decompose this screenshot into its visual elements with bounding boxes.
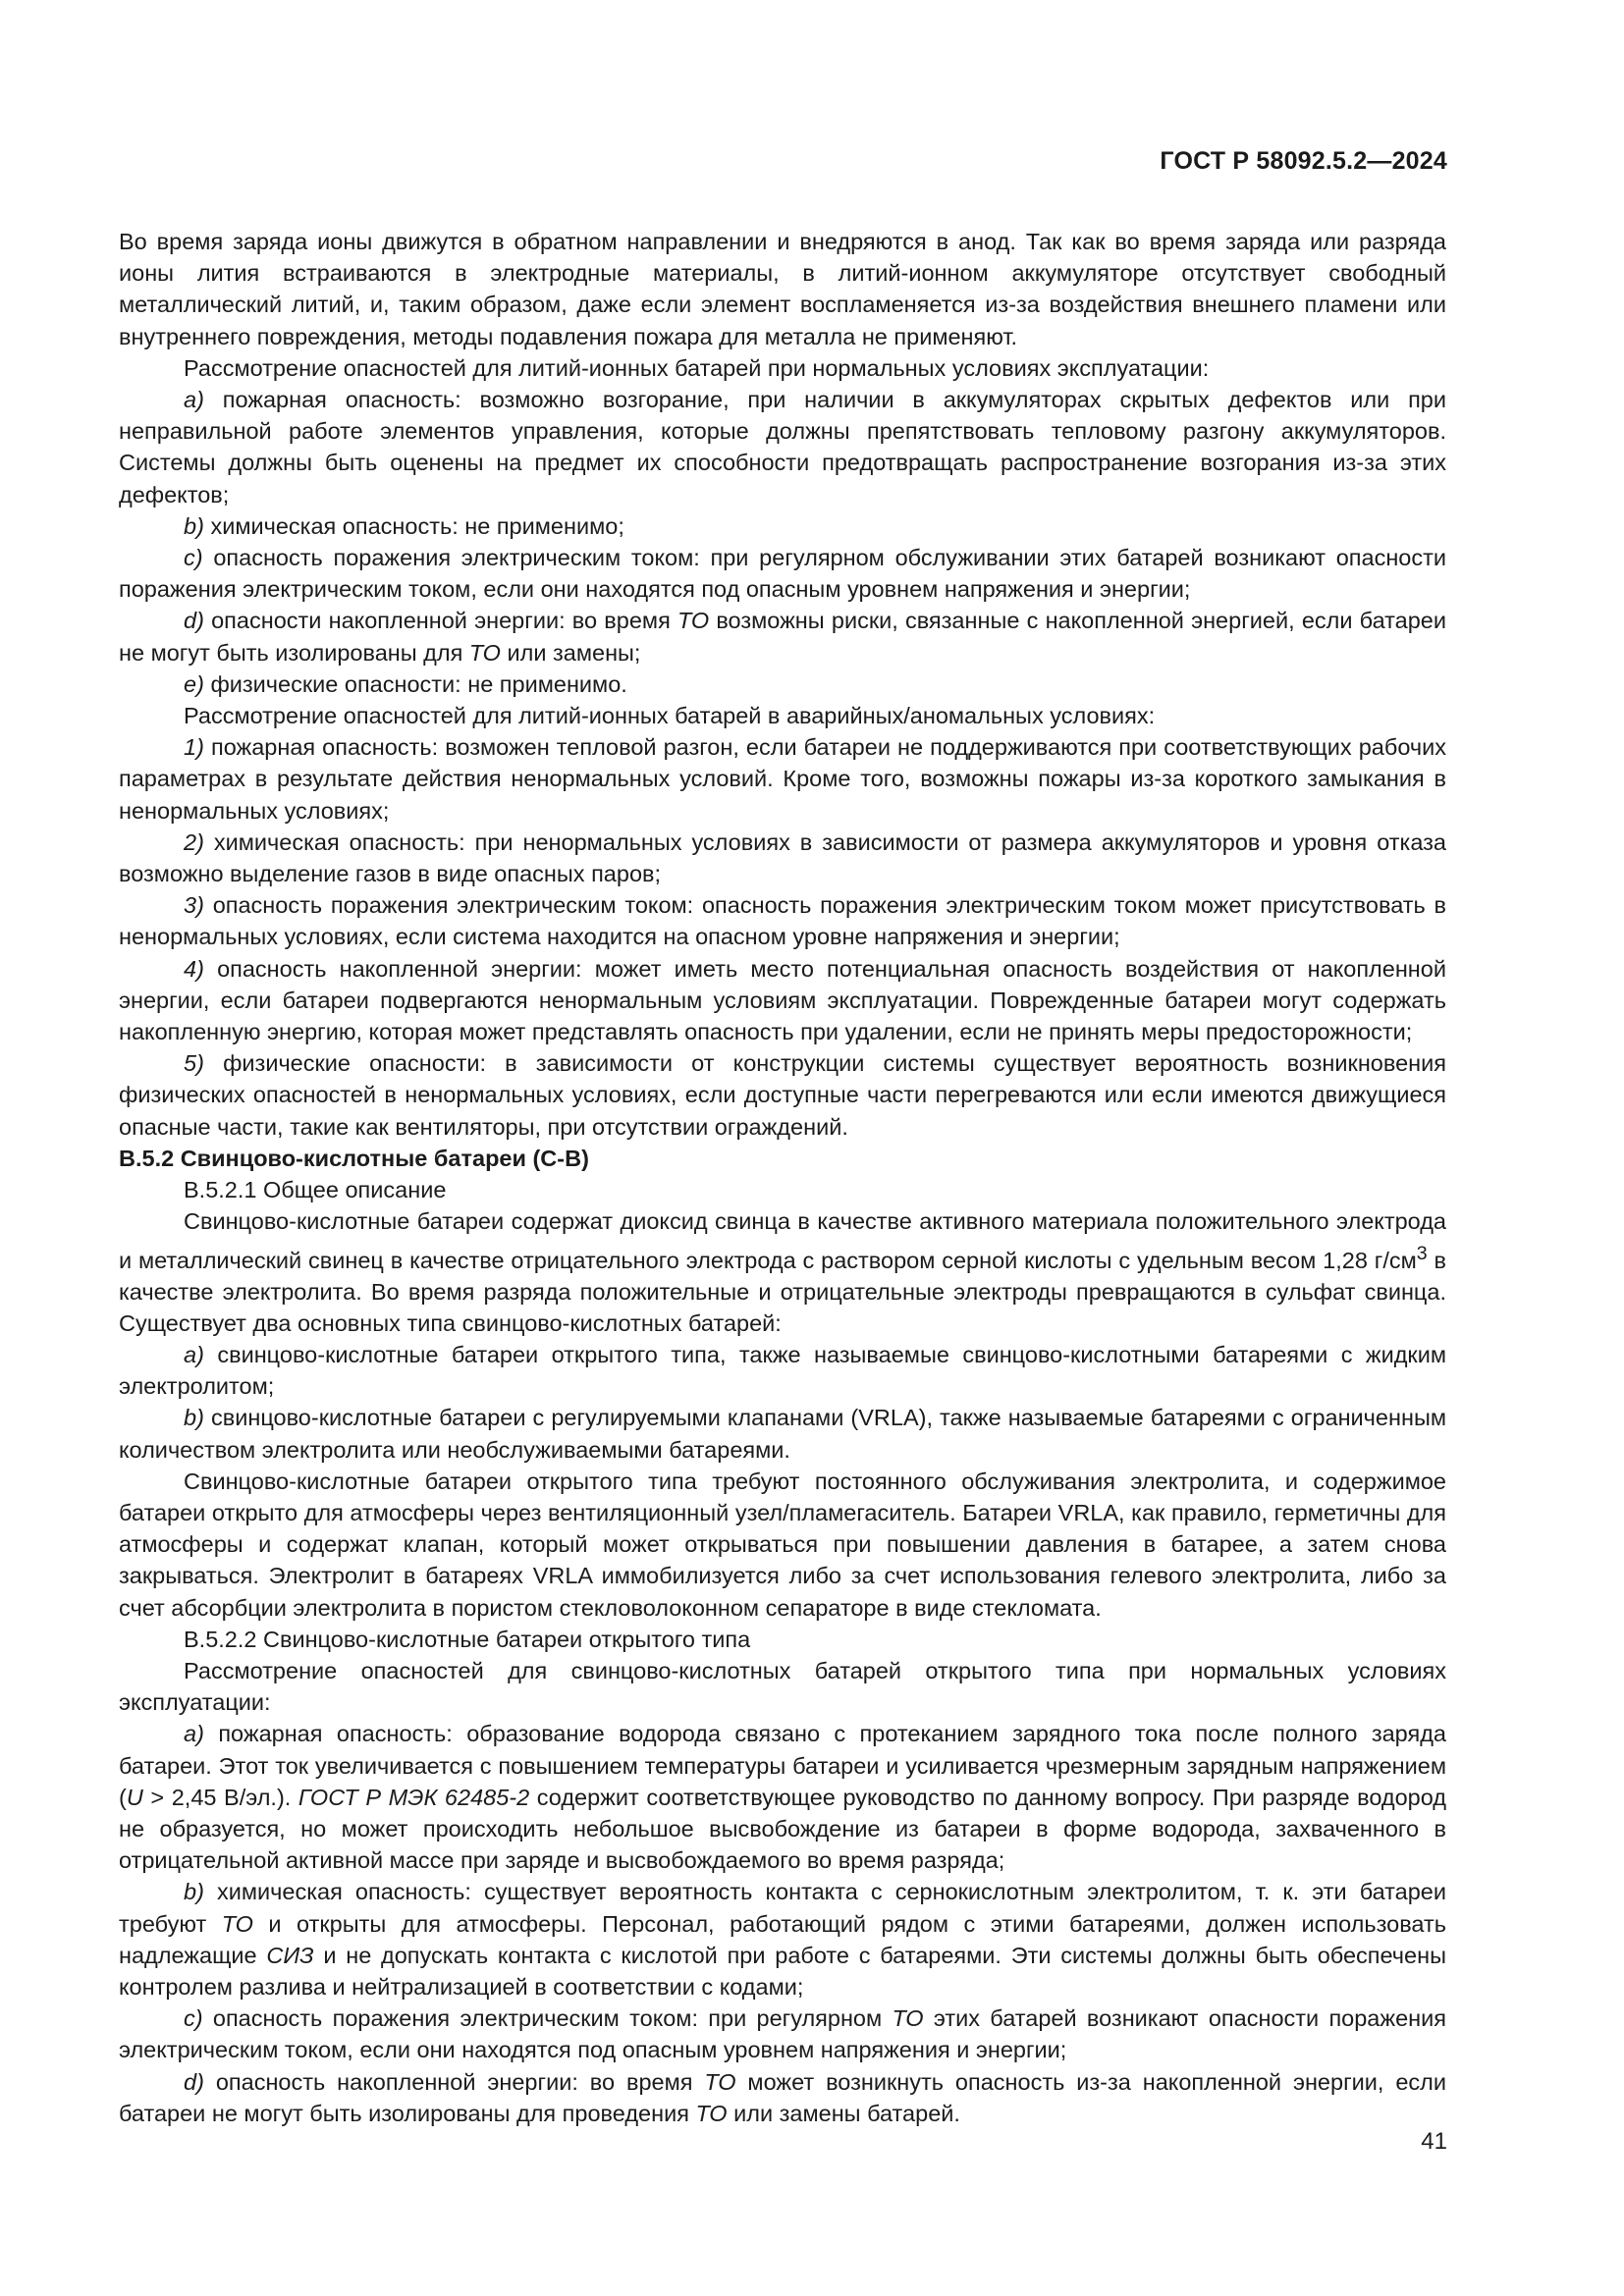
list-item xyxy=(119,827,1446,889)
italic-term: U xyxy=(126,1784,143,1810)
text-run: опасность накопленной энергии: может иметь место потенциальная опасность воздействия от накопленной энергии, если батареи подвергаются ненормальным условиям эксплуатации. Поврежденные батареи могут содержать накопленную энергию, которая может представлять опасность при удалении, если не принять меры предосторожности; xyxy=(119,955,1446,1045)
text-run: может возникнуть опасность из-за накопленной энергии, если батареи не могут быть изолированы для проведения xyxy=(119,2068,1446,2126)
paragraph xyxy=(119,352,1446,384)
paragraph xyxy=(119,1655,1446,1718)
text-run: и не допускать контакта с кислотой при работе с батареями. Эти системы должны быть обеспечены контролем разлива и нейтрализацией в соответствии с кодами; xyxy=(119,1942,1446,2000)
paragraph xyxy=(119,1466,1446,1624)
text-run: > 2,45 В/эл.). xyxy=(142,1784,298,1810)
text-run: пожарная опасность: возможно возгорание, при наличии в аккумуляторах скрытых дефектов или при неправильной работе элементов управления, которые должны препятствовать тепловому разгону аккумуляторов. Системы должны быть оценены на предмет их способности предотвращать распространение возгорания из-за этих дефектов; xyxy=(119,387,1446,507)
text-run: Рассмотрение опасностей для литий-ионных батарей в аварийных/аномальных условиях: xyxy=(184,703,1156,729)
text-run: свинцово-кислотные батареи открытого типа, также называемые свинцово-кислотными батареями с жидким электролитом; xyxy=(119,1341,1446,1400)
list-item xyxy=(119,1402,1446,1465)
list-marker: 1) xyxy=(184,734,204,761)
text-run: В.5.2.2 Свинцово-кислотные батареи открытого типа xyxy=(184,1626,751,1652)
section-heading xyxy=(119,1143,1446,1174)
italic-term: СИЗ xyxy=(266,1942,314,1968)
italic-term: ТО xyxy=(892,2005,924,2032)
text-run: и открыты для атмосферы. Персонал, работающий рядом с этими батареями, должен использовать надлежащие xyxy=(119,1910,1446,1968)
text-run: физические опасности: в зависимости от конструкции системы существует вероятность возникновения физических опасностей в ненормальных условиях, если доступные части перегреваются или если имеются движущиеся опасные части, такие как вентиляторы, при отсутствии ограждений. xyxy=(119,1050,1446,1140)
text-run: свинцово-кислотные батареи с регулируемыми клапанами (VRLA), также называемые батареями с ограниченным количеством электролита или необслуживаемыми батареями. xyxy=(119,1405,1446,1463)
text-run: Во время заряда ионы движутся в обратном направлении и внедряются в анод. Так как во время заряда или разряда ионы лития встраиваются в электродные материалы, в литий-ионном аккумуляторе отсутствует свободный металлический литий, и, таким образом, даже если элемент воспламеняется из-за воздействия внешнего пламени или внутреннего повреждения, методы подавления пожара для металла не применяют. xyxy=(119,229,1446,349)
list-marker: a) xyxy=(184,1721,204,1747)
list-marker: b) xyxy=(184,1405,204,1431)
text-run: или замены; xyxy=(500,639,641,666)
italic-term: ТО xyxy=(221,1910,253,1937)
text-run: или замены батарей. xyxy=(727,2100,960,2126)
text-run: Свинцово-кислотные батареи открытого типа требуют постоянного обслуживания электролита, и содержимое батареи открыто для атмосферы через вентиляционный узел/пламегаситель. Батареи VRLA, как правило, герметичны для атмосферы и содержат клапан, который может открываться при повышении давления в батарее, а затем снова закрываться. Электролит в батареях VRLA иммобилизуется либо за счет использования гелевого электролита, либо за счет абсорбции электролита в пористом стекловолоконном сепараторе в виде стекломата. xyxy=(119,1468,1446,1621)
text-run: в качестве электролита. Во время разряда положительные и отрицательные электроды превращаются в сульфат свинца. Существует два основных типа свинцово-кислотных батарей: xyxy=(119,1247,1446,1336)
list-item xyxy=(119,953,1446,1048)
text-run: химическая опасность: не применимо; xyxy=(210,512,624,539)
list-item xyxy=(119,1718,1446,1876)
text-run: пожарная опасность: образование водорода связано с протеканием зарядного тока после полного заряда батареи. Этот ток увеличивается с повышением температуры батареи и усиливается чрезмерным зарядным напряжением ( xyxy=(119,1721,1446,1810)
list-item xyxy=(119,542,1446,605)
list-item xyxy=(119,1047,1446,1143)
list-marker: 3) xyxy=(184,892,204,919)
text-run: Рассмотрение опасностей для свинцово-кислотных батарей открытого типа при нормальных условиях эксплуатации: xyxy=(119,1657,1446,1716)
list-item xyxy=(119,1876,1446,2002)
paragraph xyxy=(119,700,1446,731)
list-marker: b) xyxy=(184,512,204,539)
list-marker: d) xyxy=(184,2068,204,2095)
text-run: пожарная опасность: возможен тепловой разгон, если батареи не поддерживаются при соответствующих рабочих параметрах в результате действия ненормальных условий. Кроме того, возможны пожары из-за короткого замыкания в ненормальных условиях; xyxy=(119,734,1447,824)
text-run: Свинцово-кислотные батареи содержат диоксид свинца в качестве активного материала положительного электрода и металлический свинец в качестве отрицательного электрода с раствором серной кислоты с удельным весом 1,28 г/см xyxy=(119,1208,1446,1273)
italic-term: ТО xyxy=(677,608,710,634)
list-marker: a) xyxy=(184,387,204,413)
list-item xyxy=(119,2066,1446,2129)
text-run: Рассмотрение опасностей для литий-ионных батарей при нормальных условиях эксплуатации: xyxy=(184,354,1210,381)
list-item xyxy=(119,605,1446,667)
text-run: опасности накопленной энергии: во время xyxy=(211,608,677,634)
text-run: опасность накопленной энергии: во время xyxy=(215,2068,705,2095)
italic-term: ТО xyxy=(695,2100,728,2126)
paragraph xyxy=(119,1624,1446,1655)
text-run: опасность поражения электрическим током: при регулярном xyxy=(212,2005,893,2032)
list-marker: c) xyxy=(184,545,203,571)
italic-term: ТО xyxy=(704,2068,736,2095)
paragraph xyxy=(119,226,1446,352)
list-item xyxy=(119,889,1446,952)
list-item xyxy=(119,510,1446,542)
document-body xyxy=(119,226,1446,2129)
italic-term: ГОСТ Р МЭК 62485-2 xyxy=(298,1784,530,1810)
list-marker: d) xyxy=(184,608,204,634)
text-run: содержит соответствующее руководство по данному вопросу. При разряде водород не образуется, но может происходить небольшое высвобождение из батареи в форме водорода, захваченного в отрицательной активной массе при заряде и высвобождаемого во время разряда; xyxy=(119,1784,1446,1874)
text-run: опасность поражения электрическим током: опасность поражения электрическим током может присутствовать в ненормальных условиях, если система находится на опасном уровне напряжения и энергии; xyxy=(119,892,1447,950)
superscript: 3 xyxy=(1416,1242,1428,1264)
list-marker: a) xyxy=(184,1341,204,1367)
paragraph xyxy=(119,1174,1446,1205)
list-marker: 4) xyxy=(184,955,204,982)
text-run: В.5.2 Свинцово-кислотные батареи (С-В) xyxy=(119,1145,589,1171)
text-run: этих батарей возникают опасности поражения электрическим током, если они находятся под опасным уровнем напряжения и энергии; xyxy=(119,2005,1446,2063)
list-item xyxy=(119,731,1446,827)
list-marker: c) xyxy=(184,2005,203,2032)
text-run: физические опасности: не применимо. xyxy=(210,670,627,697)
page-number: 41 xyxy=(1421,2128,1447,2155)
paragraph xyxy=(119,1205,1446,1339)
text-run: В.5.2.1 Общее описание xyxy=(184,1177,447,1203)
list-item xyxy=(119,1339,1446,1402)
text-run: возможны риски, связанные с накопленной энергией, если батареи не могут быть изолированы для xyxy=(119,608,1446,666)
italic-term: ТО xyxy=(468,639,501,666)
list-marker: 5) xyxy=(184,1050,204,1077)
document-header: ГОСТ Р 58092.5.2—2024 xyxy=(1160,147,1447,175)
list-marker: e) xyxy=(184,670,204,697)
list-item xyxy=(119,2002,1446,2065)
text-run: опасность поражения электрическим током: при регулярном обслуживании этих батарей возникают опасности поражения электрическим током, если они находятся под опасным уровнем напряжения и энергии; xyxy=(119,545,1447,603)
text-run: химическая опасность: при ненормальных условиях в зависимости от размера аккумуляторов и уровня отказа возможно выделение газов в виде опасных паров; xyxy=(119,828,1447,887)
list-marker: 2) xyxy=(184,828,204,855)
list-marker: b) xyxy=(184,1879,204,1905)
list-item xyxy=(119,668,1446,700)
list-item xyxy=(119,384,1446,510)
text-run: химическая опасность: существует вероятность контакта с сернокислотным электролитом, т. к. эти батареи требуют xyxy=(119,1879,1446,1937)
